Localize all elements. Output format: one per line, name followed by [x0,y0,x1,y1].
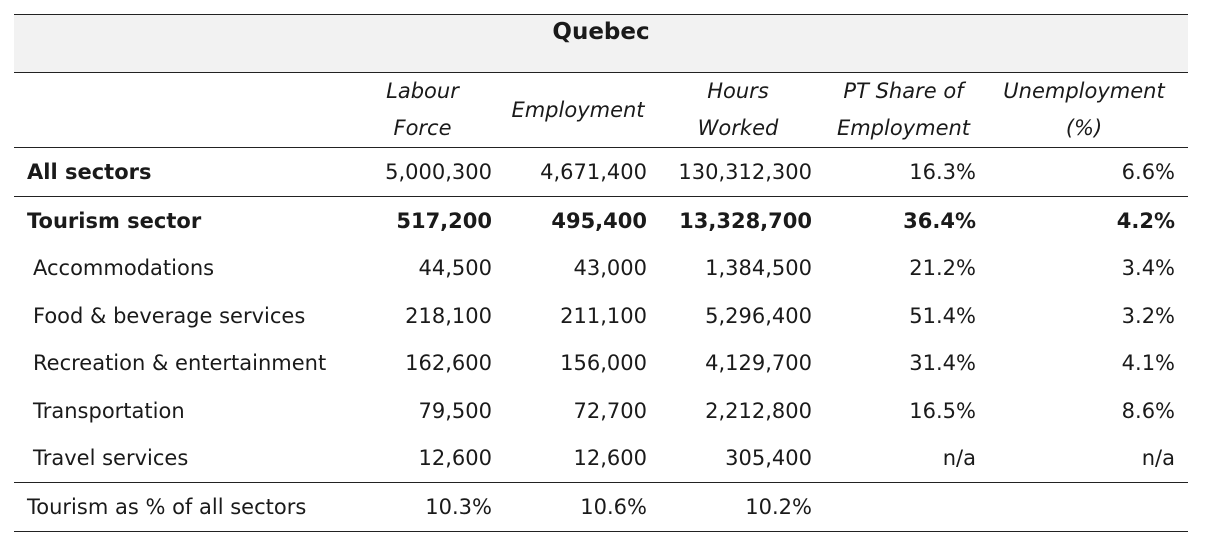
cell-employment: 211,100 [560,303,647,328]
cell-employment: 156,000 [560,351,647,376]
cell-labour-force: 5,000,300 [354,148,501,197]
cell-labour-force: 44,500 [418,256,492,281]
cell-pt-share [821,483,986,532]
cell-labour-force: 12,600 [354,435,501,483]
table-row-tourism-share [14,483,1188,532]
row-label: Tourism as % of all sectors [14,483,354,532]
header-unemployment-line1: Unemployment [1003,79,1165,103]
header-unemployment [986,73,1188,148]
header-hours-worked-line1: Hours [707,79,769,103]
row-label: All sectors [14,148,354,197]
cell-labour-force: 10.3% [354,483,501,532]
header-hours-worked-line2: Worked [697,116,779,140]
cell-hours-worked: 1,384,500 [705,256,812,281]
cell-employment: 43,000 [573,256,647,281]
header-labour-force-line2: Force [393,116,452,140]
table-row-travel-services [14,435,1188,483]
header-blank [14,73,354,148]
header-labour-force [354,73,501,148]
cell-unemployment: 8.6% [1121,398,1176,423]
cell-hours-worked: 10.2% [655,483,821,532]
row-label: Food & beverage services [33,303,306,328]
cell-unemployment: 3.4% [1121,256,1176,281]
header-pt-share-line2: Employment [836,116,971,140]
row-label: Tourism sector [27,208,202,233]
cell-unemployment: 3.2% [1121,303,1176,328]
cell-pt-share: 51.4% [909,303,976,328]
cell-pt-share: 16.3% [821,148,986,197]
header-labour-force-line1: Labour [386,79,459,103]
cell-hours-worked: 13,328,700 [679,208,812,233]
header-pt-share-line1: PT Share of [843,79,964,103]
cell-pt-share: 36.4% [903,208,976,233]
table-row-tourism-sector [14,197,1188,245]
cell-hours-worked: 130,312,300 [655,148,821,197]
row-label: Travel services [14,435,354,483]
table-row-accommodations [14,245,1188,293]
cell-employment: 495,400 [551,208,647,233]
cell-hours-worked: 4,129,700 [705,351,812,376]
title-row [14,15,1188,73]
cell-pt-share: 21.2% [909,256,976,281]
cell-unemployment: 6.6% [986,148,1188,197]
header-hours-worked [655,73,821,148]
column-header-row [14,73,1188,148]
cell-pt-share: n/a [821,435,986,483]
cell-unemployment: 4.2% [1116,208,1176,233]
cell-unemployment: 4.1% [1121,351,1176,376]
header-employment: Employment [501,73,655,148]
cell-hours-worked: 305,400 [655,435,821,483]
cell-employment: 72,700 [573,398,647,423]
table-row-transportation [14,387,1188,435]
cell-employment: 12,600 [501,435,655,483]
cell-employment: 4,671,400 [501,148,655,197]
table-row-recreation [14,340,1188,388]
cell-unemployment [986,483,1188,532]
tourism-employment-table [14,14,1188,532]
header-pt-share [821,73,986,148]
table-title: Quebec [14,15,1188,73]
cell-labour-force: 162,600 [405,351,492,376]
cell-labour-force: 517,200 [396,208,492,233]
header-unemployment-line2: (%) [1065,116,1103,140]
row-label: Transportation [33,398,185,423]
cell-pt-share: 16.5% [909,398,976,423]
table-row-all-sectors [14,148,1188,197]
cell-labour-force: 79,500 [418,398,492,423]
cell-labour-force: 218,100 [405,303,492,328]
cell-hours-worked: 2,212,800 [705,398,812,423]
cell-pt-share: 31.4% [909,351,976,376]
table-row-food-beverage [14,292,1188,340]
row-label: Recreation & entertainment [33,351,327,376]
cell-hours-worked: 5,296,400 [705,303,812,328]
cell-employment: 10.6% [501,483,655,532]
cell-unemployment: n/a [986,435,1188,483]
row-label: Accommodations [33,256,215,281]
